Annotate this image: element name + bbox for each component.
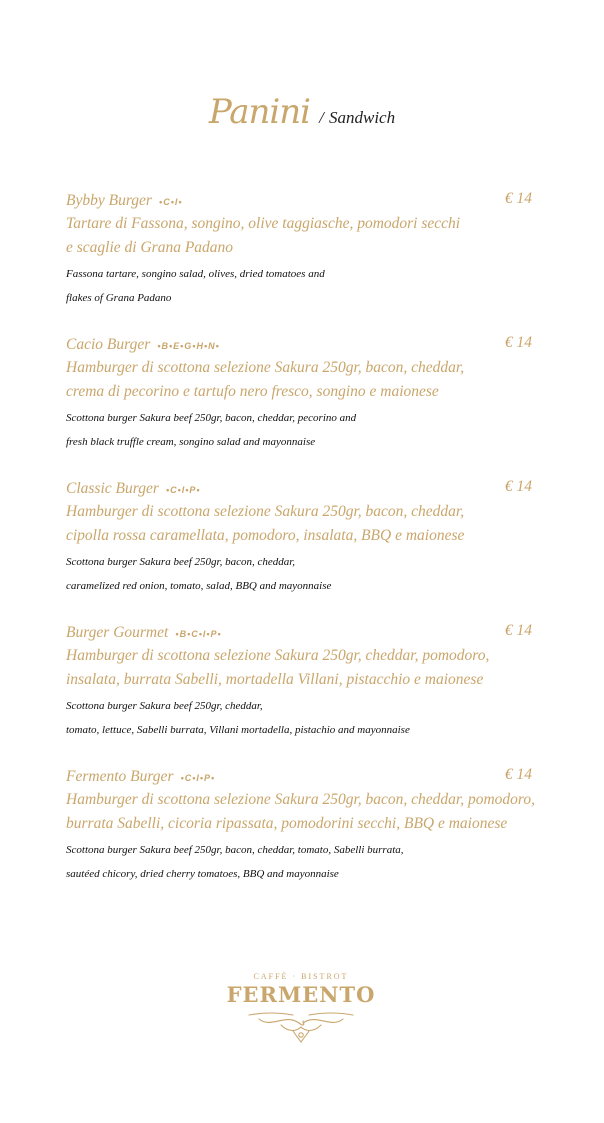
menu-item-header: [66, 334, 546, 356]
header-separator: /: [319, 108, 324, 127]
menu-item-header: [66, 478, 546, 500]
menu-item-header: [66, 766, 546, 788]
item-description-english: Fassona tartare, songino salad, olives, dried tomatoes and flakes of Grana Padano: [66, 268, 325, 304]
item-name: Burger Gourmet: [66, 624, 169, 641]
item-description-english: Scottona burger Sakura beef 250gr, cheddar, tomato, lettuce, Sabelli burrata, Villani mortadella, pistachio and mayonnaise: [66, 700, 410, 736]
item-name: Classic Burger: [66, 480, 159, 497]
item-price: € 14: [504, 190, 532, 207]
menu-item: [66, 478, 546, 622]
menu-item: [66, 190, 546, 334]
menu-item: [66, 334, 546, 478]
item-description-italian: Tartare di Fassona, songino, olive taggiasche, pomodori secchi e scaglie di Grana Padano: [66, 215, 461, 256]
menu-list: [66, 190, 546, 910]
item-description-italian: Hamburger di scottona selezione Sakura 250gr, cheddar, pomodoro, insalata, burrata Sabelli, mortadella Villani, pistacchio e maionese: [66, 647, 490, 688]
item-allergens: •C•I•: [159, 197, 183, 207]
item-allergens: •B•E•G•H•N•: [157, 341, 220, 351]
header-subtitle: Sandwich: [328, 108, 396, 127]
flourish-ornament-icon: [241, 1009, 361, 1045]
menu-item: [66, 622, 546, 766]
menu-header: [0, 92, 604, 132]
item-price: € 14: [504, 622, 532, 639]
menu-item-header: [66, 190, 546, 212]
logo-wordmark: FERMENTO: [226, 982, 376, 1007]
item-price: € 14: [504, 478, 532, 495]
logo-tagline: CAFFÈ · BISTROT: [253, 972, 349, 981]
item-description-italian: Hamburger di scottona selezione Sakura 250gr, bacon, cheddar, pomodoro, burrata Sabelli, cicoria ripassata, pomodorini secchi, BBQ e maionese: [66, 791, 535, 832]
item-description-italian: Hamburger di scottona selezione Sakura 250gr, bacon, cheddar, crema di pecorino e tartufo nero fresco, songino e maionese: [66, 359, 465, 400]
menu-item: [66, 766, 546, 910]
item-description-english: Scottona burger Sakura beef 250gr, bacon, cheddar, tomato, Sabelli burrata, sautéed chicory, dried cherry tomatoes, BBQ and mayonnaise: [66, 844, 404, 880]
fermento-logo: [226, 972, 376, 1045]
item-name: Cacio Burger: [66, 336, 151, 353]
item-name: Bybby Burger: [66, 192, 152, 209]
item-price: € 14: [504, 334, 532, 351]
item-allergens: •C•I•P•: [180, 773, 216, 783]
item-name: Fermento Burger: [66, 768, 174, 785]
menu-item-header: [66, 622, 546, 644]
header-script-title: Panini: [208, 92, 311, 132]
item-allergens: •C•I•P•: [165, 485, 201, 495]
item-price: € 14: [504, 766, 532, 783]
item-description-english: Scottona burger Sakura beef 250gr, bacon, cheddar, caramelized red onion, tomato, salad, BBQ and mayonnaise: [66, 556, 332, 592]
item-description-english: Scottona burger Sakura beef 250gr, bacon, cheddar, pecorino and fresh black truffle cream, songino salad and mayonnaise: [66, 412, 357, 448]
item-description-italian: Hamburger di scottona selezione Sakura 250gr, bacon, cheddar, cipolla rossa caramellata, pomodoro, insalata, BBQ e maionese: [66, 503, 465, 544]
item-allergens: •B•C•I•P•: [175, 629, 222, 639]
